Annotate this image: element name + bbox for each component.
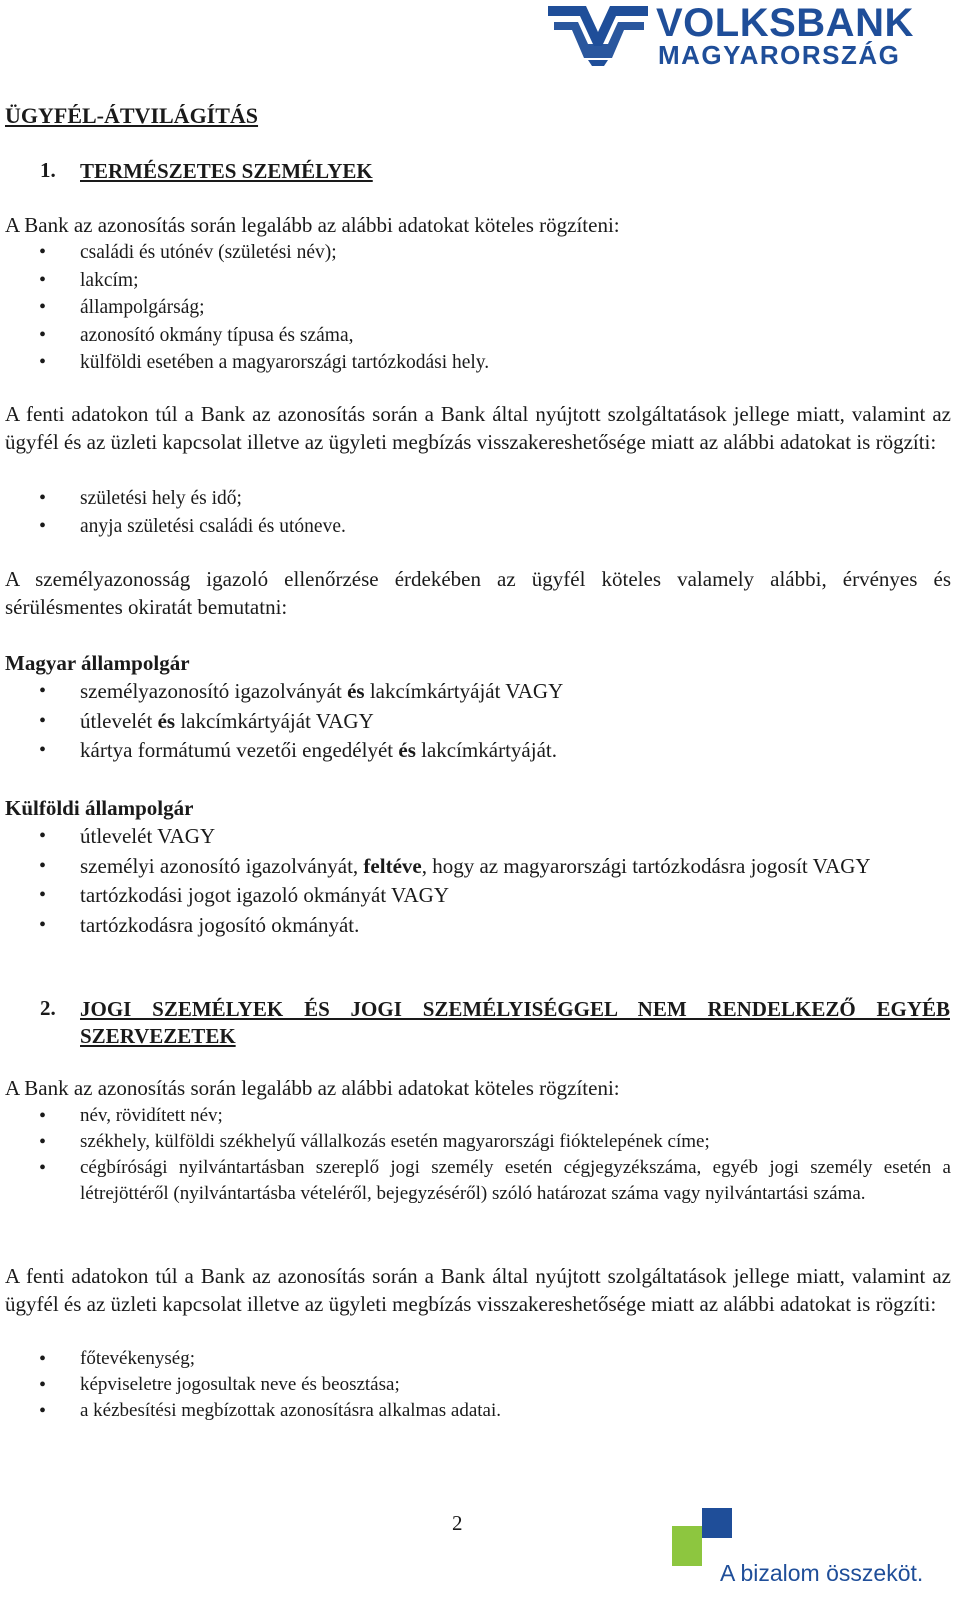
list-item: • név, rövidített név; bbox=[5, 1103, 951, 1129]
list-item: • tartózkodási jogot igazoló okmányát VAGY bbox=[5, 881, 951, 911]
s2-para-additional: A fenti adatokon túl a Bank az azonosítás során a Bank által nyújtott szolgáltatások jellege miatt, valamint az ügyfél és az üzleti kapcsolat illetve az ügyleti megbízás visszakereshetősége miatt az alábbi adatokat is rögzíti: bbox=[5, 1264, 951, 1316]
list-item: • személyi azonosító igazolványát, feltéve, hogy az magyarországi tartózkodásra jogosít VAGY bbox=[5, 852, 951, 882]
list-item: • kártya formátumú vezetői engedélyét és lakcímkártyáját. bbox=[5, 736, 951, 766]
list-item: • főtevékenység; bbox=[5, 1346, 951, 1372]
slogan-text: A bizalom összeköt. bbox=[720, 1560, 924, 1586]
list-item: • a kézbesítési megbízottak azonosításra alkalmas adatai. bbox=[5, 1398, 951, 1424]
section-2-heading bbox=[5, 996, 951, 1052]
section-2-title: JOGI SZEMÉLYEK ÉS JOGI SZEMÉLYISÉGGEL NEM RENDELKEZŐ EGYÉB SZERVEZETEK bbox=[80, 997, 950, 1048]
foreign-citizen-heading: Külföldi állampolgár bbox=[5, 796, 194, 820]
s1-intro: A Bank az azonosítás során legalább az alábbi adatokat köteles rögzíteni: bbox=[5, 213, 620, 237]
volksbank-logo-mark bbox=[548, 2, 658, 68]
list-item: • lakcím; bbox=[5, 267, 951, 295]
section-1-title: TERMÉSZETES SZEMÉLYEK bbox=[80, 159, 373, 183]
brand-subtitle: MAGYARORSZÁG bbox=[658, 40, 901, 70]
section-1-number: 1. bbox=[40, 158, 56, 182]
s1-list-additional bbox=[5, 485, 951, 540]
section-2-number: 2. bbox=[40, 996, 56, 1020]
list-item: • útlevelét VAGY bbox=[5, 822, 951, 852]
s1-list-required bbox=[5, 239, 951, 377]
brand-name: VOLKSBANK bbox=[656, 1, 914, 45]
s1-para-identity: A személyazonosság igazoló ellenőrzése érdekében az ügyfél köteles valamely alábbi, érvényes és sérülésmentes okiratát bemutatni: bbox=[5, 567, 951, 619]
list-item: • anyja születési családi és utóneve. bbox=[5, 513, 951, 541]
foreign-documents-list bbox=[5, 822, 951, 940]
page-number: 2 bbox=[452, 1511, 463, 1535]
list-item: • székhely, külföldi székhelyű vállalkozás esetén magyarországi fióktelepének címe; bbox=[5, 1129, 951, 1155]
s2-intro: A Bank az azonosítás során legalább az alábbi adatokat köteles rögzíteni: bbox=[5, 1076, 620, 1100]
footer-slogan-logo bbox=[672, 1508, 960, 1608]
hungarian-citizen-heading: Magyar állampolgár bbox=[5, 651, 190, 675]
list-item: • külföldi esetében a magyarországi tartózkodási hely. bbox=[5, 349, 951, 377]
squares-icon bbox=[672, 1508, 732, 1568]
list-item: • állampolgárság; bbox=[5, 294, 951, 322]
s2-list-required bbox=[5, 1103, 951, 1207]
list-item: • cégbírósági nyilvántartásban szereplő jogi személy esetén cégjegyzékszáma, egyéb jogi személy esetén a létrejöttéről (nyilvántartásba vételéről, bejegyzéséről) szóló határozat száma vagy nyilvántartási száma. bbox=[5, 1155, 951, 1207]
hungarian-documents-list bbox=[5, 677, 951, 766]
list-item: • útlevelét és lakcímkártyáját VAGY bbox=[5, 707, 951, 737]
list-item: • családi és utónév (születési név); bbox=[5, 239, 951, 267]
list-item: • személyazonosító igazolványát és lakcímkártyáját VAGY bbox=[5, 677, 951, 707]
s1-para-additional: A fenti adatokon túl a Bank az azonosítás során a Bank által nyújtott szolgáltatások jellege miatt, valamint az ügyfél és az üzleti kapcsolat illetve az ügyleti megbízás visszakereshetősége miatt az alábbi adatokat is rögzíti: bbox=[5, 402, 951, 454]
list-item: • képviseletre jogosultak neve és beosztása; bbox=[5, 1372, 951, 1398]
document-title: ÜGYFÉL-ÁTVILÁGÍTÁS bbox=[5, 103, 259, 128]
list-item: • születési hely és idő; bbox=[5, 485, 951, 513]
list-item: • tartózkodásra jogosító okmányát. bbox=[5, 911, 951, 941]
s2-list-additional bbox=[5, 1346, 951, 1424]
volksbank-logo bbox=[548, 2, 946, 72]
list-item: • azonosító okmány típusa és száma, bbox=[5, 322, 951, 350]
